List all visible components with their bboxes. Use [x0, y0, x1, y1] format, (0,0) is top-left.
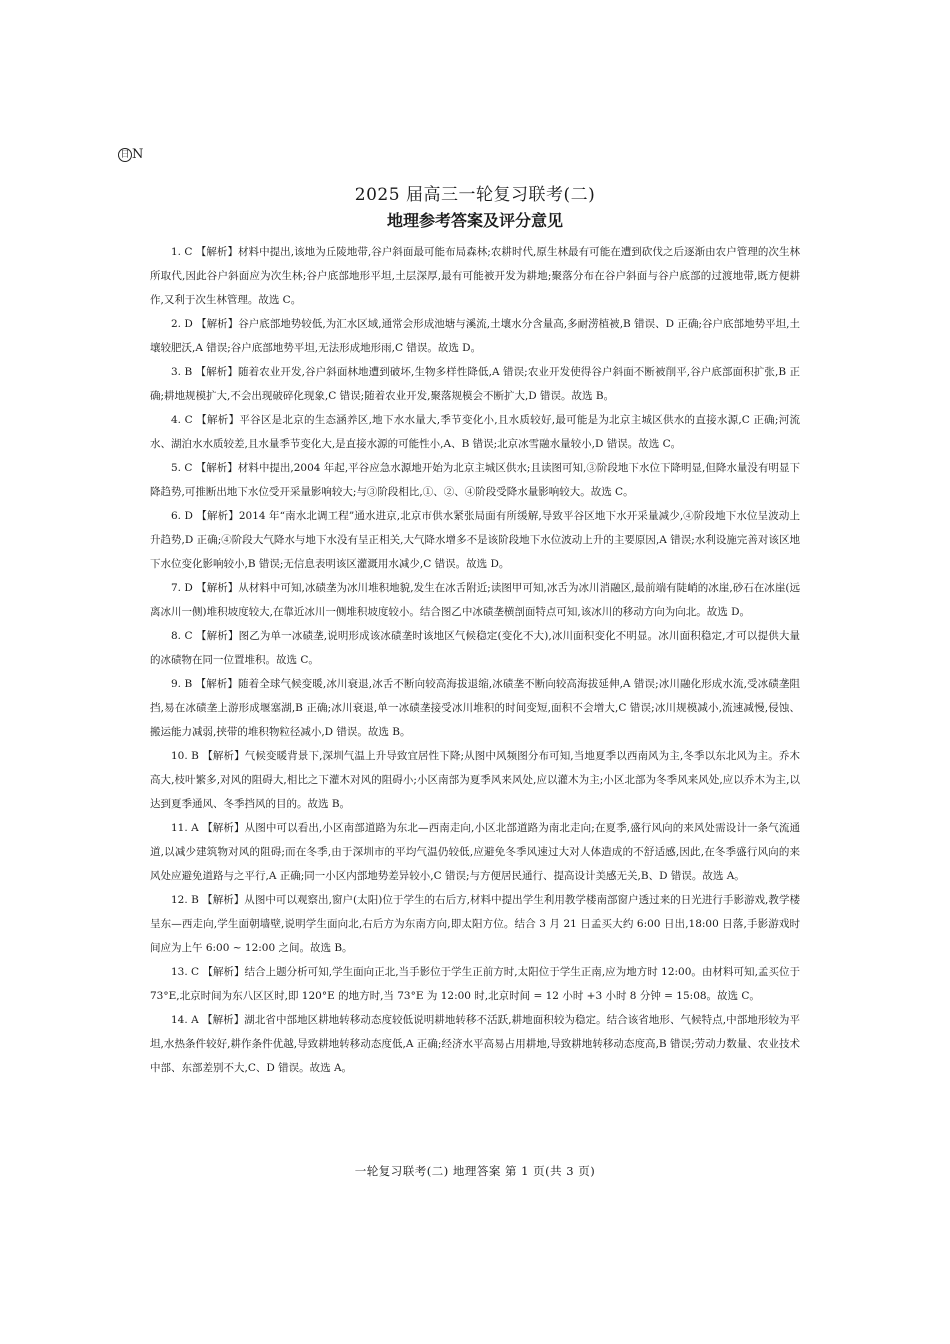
answer-item-5: 5. C 【解析】材料中提出,2004 年起,平谷应急水源地开始为北京主城区供水;且读图可知,③阶段地下水位下降明显,但降水量没有明显下降趋势,可推断出地下水位受开采量影响较大;与③阶段相比,①、②、④阶段受降水量影响较大。故选 C。: [150, 462, 800, 498]
mark-letter: N: [132, 147, 144, 162]
answer-item-2: 2. D 【解析】谷户底部地势较低,为汇水区域,通常会形成池塘与溪流,土壤水分含量高,多耐涝植被,B 错误、D 正确;谷户底部地势平坦,土壤较肥沃,A 错误;谷户底部地势平坦,无法形成地形雨,C 错误。故选 D。: [150, 318, 800, 354]
answer-item-14: 14. A 【解析】湖北省中部地区耕地转移动态度较低说明耕地转移不活跃,耕地面积较为稳定。结合该省地形、气候特点,中部地形较为平坦,水热条件较好,耕作条件优越,导致耕地转移动态度低,A 正确;经济水平高易占用耕地,导致耕地转移动态度高,B 错误;劳动力数量、农业技术中部、东部差别不大,C、D 错误。故选 A。: [150, 1014, 800, 1074]
answer-item-9: 9. B 【解析】随着全球气候变暖,冰川衰退,冰舌不断向较高海拔退缩,冰碛垄不断向较高海拔延伸,A 错误;冰川融化形成水流,受冰碛垄阻挡,易在冰碛垄上游形成堰塞湖,B 正确;冰川衰退,单一冰碛垄接受冰川堆积的时间变短,面积不会增大,C 错误;冰川规模减小,流速减慢,侵蚀、搬运能力减弱,挟带的堆积物粒径减小,D 错误。故选 B。: [150, 678, 800, 738]
answer-item-10: 10. B 【解析】气候变暖背景下,深圳气温上升导致宜居性下降;从图中风频图分布可知,当地夏季以西南风为主,冬季以东北风为主。乔木高大,枝叶繁多,对风的阻碍大,相比之下灌木对风的阻碍小;小区南部为夏季风来风处,应以灌木为主;小区北部为冬季风来风处,应以乔木为主,以达到夏季通风、冬季挡风的目的。故选 B。: [150, 750, 800, 810]
page-title: 2025 届高三一轮复习联考(二): [354, 185, 596, 205]
answer-item-11: 11. A 【解析】从图中可以看出,小区南部道路为东北—西南走向,小区北部道路为南北走向;在夏季,盛行风向的来风处需设计一条气流通道,以减少建筑物对风的阻碍;而在冬季,由于深圳市的平均气温仍较低,应避免冬季风速过大对人体造成的不舒适感,因此,在冬季盛行风向的来风处应避免道路与之平行,A 正确;同一小区内部地势差异较小,C 错误;与方便居民通行、提高设计美感无关,B、D 错误。故选 A。: [150, 822, 800, 882]
answer-item-1: 1. C 【解析】材料中提出,该地为丘陵地带,谷户斜面最可能布局森林;农耕时代,原生林最有可能在遭到砍伐之后逐渐由农户管理的次生林所取代,因此谷户斜面应为次生林;谷户底部地形平坦,土层深厚,最有可能被开发为耕地;聚落分布在谷户斜面与谷户底部的过渡地带,既方便耕作,又利于次生林管理。故选 C。: [150, 246, 800, 306]
answer-item-8: 8. C 【解析】图乙为单一冰碛垄,说明形成该冰碛垄时该地区气候稳定(变化不大),冰川面积变化不明显。冰川面积稳定,才可以提供大量的冰碛物在同一位置堆积。故选 C。: [150, 630, 800, 666]
answer-list: [150, 240, 800, 1080]
answer-item-3: 3. B 【解析】随着农业开发,谷户斜面林地遭到破坏,生物多样性降低,A 错误;农业开发使得谷户斜面不断被削平,谷户底部面积扩张,B 正确;耕地规模扩大,不会出现破碎化现象,C 错误;随着农业开发,聚落规模会不断扩大,D 错误。故选 B。: [150, 366, 800, 402]
answer-item-12: 12. B 【解析】从图中可以观察出,窗户(太阳)位于学生的右后方,材料中提出学生利用教学楼南部窗户透过来的日光进行手影游戏,教学楼呈东—西走向,学生面朝墙壁,说明学生面向北,右后方为东南方向,即太阳方位。结合 3 月 21 日孟买大约 6:00 日出,18:00 日落,手影游戏时间应为上午 6:00 ~ 12:00 之间。故选 B。: [150, 894, 800, 954]
circle-mark-icon: 日: [118, 148, 132, 162]
page-subtitle: 地理参考答案及评分意见: [386, 211, 563, 230]
answer-item-4: 4. C 【解析】平谷区是北京的生态涵养区,地下水水量大,季节变化小,且水质较好,最可能是为北京主城区供水的直接水源,C 正确;河流水、湖泊水水质较差,且水量季节变化大,是直接水源的可能性小,A、B 错误;北京冰雪融水量较小,D 错误。故选 C。: [150, 414, 800, 450]
answer-item-6: 6. D 【解析】2014 年“南水北调工程”通水进京,北京市供水紧张局面有所缓解,导致平谷区地下水开采量减少,④阶段地下水位呈波动上升趋势,D 正确;④阶段大气降水与地下水没有呈正相关,大气降水增多不是该阶段地下水位波动上升的主要原因,A 错误;水利设施完善对该区地下水位变化影响较小,B 错误;无信息表明该区灌溉用水减少,C 错误。故选 D。: [150, 510, 800, 570]
header-mark: [118, 147, 143, 162]
page-footer: 一轮复习联考(二) 地理答案 第 1 页(共 3 页): [354, 1164, 596, 1178]
answer-item-7: 7. D 【解析】从材料中可知,冰碛垄为冰川堆积地貌,发生在冰舌附近;读图甲可知,冰舌为冰川消融区,最前端有陡峭的冰崖,砂石在冰崖(远离冰川一侧)堆积坡度较大,在靠近冰川一侧堆积坡度较小。结合图乙中冰碛垄横剖面特点可知,该冰川的移动方向为向北。故选 D。: [150, 582, 800, 618]
answer-item-13: 13. C 【解析】结合上题分析可知,学生面向正北,当手影位于学生正前方时,太阳位于学生正南,应为地方时 12:00。由材料可知,孟买位于 73°E,北京时间为东八区区时,即 120°E 的地方时,当 73°E 为 12:00 时,北京时间 = 12 小时 +3 小时 8 分钟 = 15:08。故选 C。: [150, 966, 800, 1002]
